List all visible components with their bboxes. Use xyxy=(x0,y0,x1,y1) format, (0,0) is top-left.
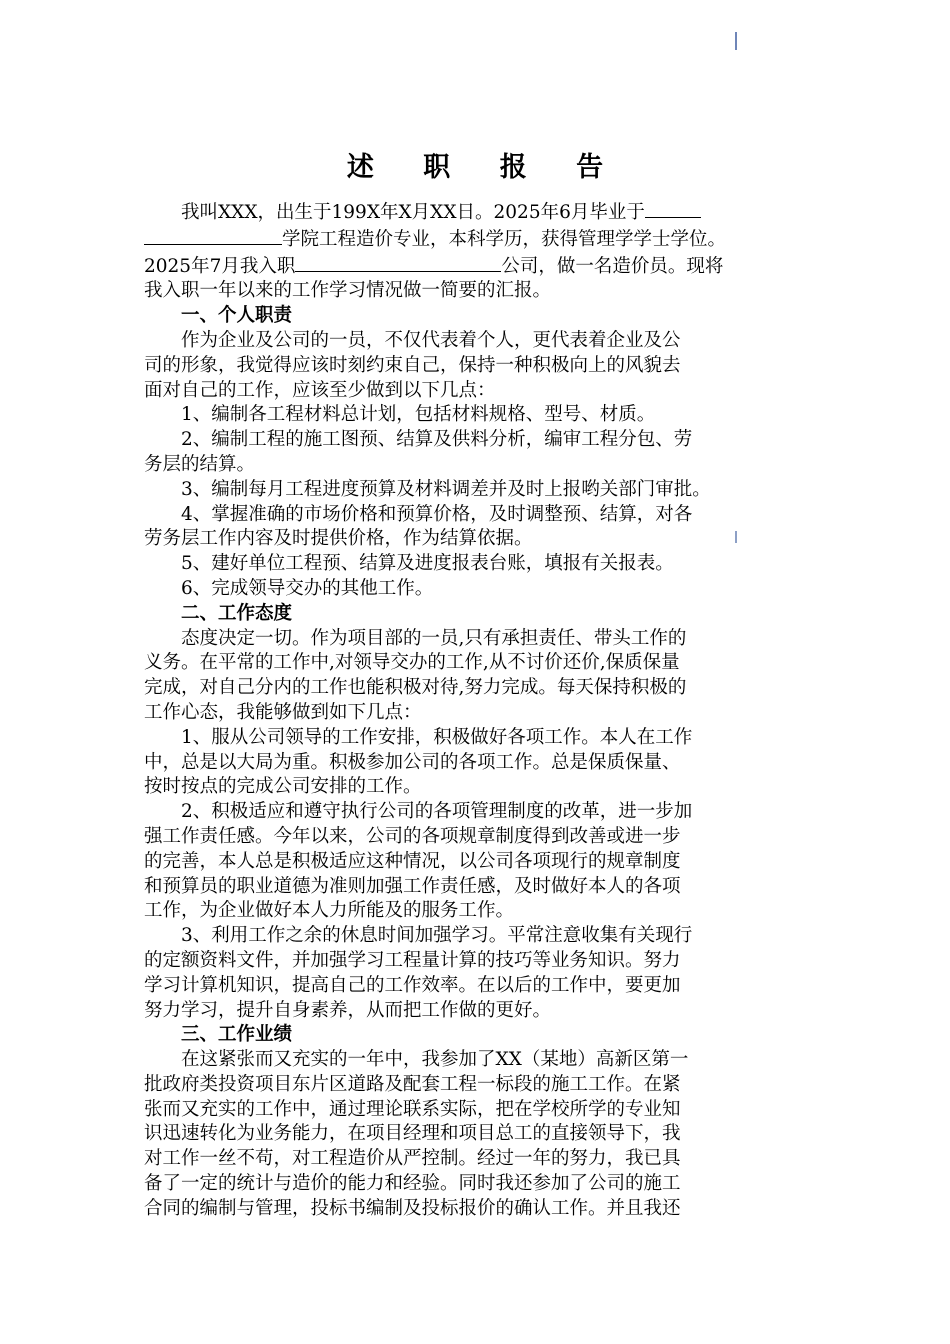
intro-paragraph xyxy=(144,199,816,226)
intro-text: 学院工程造价专业，本科学历，获得管理学学士学位。 xyxy=(282,228,727,250)
paragraph-line: 在这紧张而又充实的一年中，我参加了XX（某地）高新区第一 xyxy=(181,1049,689,1071)
document-body xyxy=(144,199,816,1222)
paragraph-line: 义务。在平常的工作中,对领导交办的工作,从不讨价还价,保质保量 xyxy=(144,652,680,674)
paragraph-line: 的定额资料文件，并加强学习工程量计算的技巧等业务知识。努力 xyxy=(144,949,681,971)
paragraph-line: 2、积极适应和遵守执行公司的各项管理制度的改革，进一步加 xyxy=(181,801,693,823)
paragraph-line: 批政府类投资项目东片区道路及配套工程一标段的施工工作。在紧 xyxy=(144,1073,681,1095)
intro-line xyxy=(144,226,816,253)
paragraph-line: 2、编制工程的施工图预、结算及供料分析，编审工程分包、劳 xyxy=(181,429,693,451)
intro-text: 我叫XXX，出生于199X年X月XX日。2025年6月毕业于 xyxy=(181,202,645,223)
paragraph-line: 和预算员的职业道德为准则加强工作责任感，及时做好本人的各项 xyxy=(144,875,681,897)
paragraph-line: 3、编制每月工程进度预算及材料调差并及时上报哟关部门审批。 xyxy=(181,478,711,500)
paragraph-line: 学习计算机知识，提高自己的工作效率。在以后的工作中，要更加 xyxy=(144,974,681,996)
paragraph-line: 识迅速转化为业务能力，在项目经理和项目总工的直接领导下，我 xyxy=(144,1123,681,1145)
blank-school-field-cont[interactable] xyxy=(144,226,282,245)
paragraph-line: 按时按点的完成公司安排的工作。 xyxy=(144,776,422,798)
paragraph-line: 6、完成领导交办的其他工作。 xyxy=(181,577,434,599)
paragraph-line: 1、编制各工程材料总计划，包括材料规格、型号、材质。 xyxy=(181,404,656,426)
paragraph-line: 对工作一丝不苟，对工程造价从严控制。经过一年的努力，我已具 xyxy=(144,1148,681,1170)
paragraph-line: 张而又充实的工作中，通过理论联系实际，把在学校所学的专业知 xyxy=(144,1098,681,1120)
paragraph-line: 面对自己的工作，应该至少做到以下几点： xyxy=(144,379,496,401)
paragraph-line: 中，总是以大局为重。积极参加公司的各项工作。总是保质保量、 xyxy=(144,751,681,773)
blank-school-field[interactable] xyxy=(645,199,701,218)
paragraph-line: 劳务层工作内容及时提供价格，作为结算依据。 xyxy=(144,528,533,550)
intro-text: 公司，做一名造价员。现将 xyxy=(501,255,724,277)
paragraph-line: 工作，为企业做好本人力所能及的服务工作。 xyxy=(144,900,515,922)
sections xyxy=(144,304,816,1221)
section-heading: 三、工作业绩 xyxy=(181,1024,293,1046)
paragraph-line: 工作心态，我能够做到如下几点： xyxy=(144,701,422,723)
paragraph-line: 5、建好单位工程预、结算及进度报表台账，填报有关报表。 xyxy=(181,553,674,575)
intro-text: 2025年7月我入职 xyxy=(144,255,296,277)
blank-company-field[interactable] xyxy=(295,253,501,272)
intro-text: 我入职一年以来的工作学习情况做一简要的汇报。 xyxy=(144,280,552,302)
paragraph-line: 1、服从公司领导的工作安排，积极做好各项工作。本人在工作 xyxy=(181,726,693,748)
section-heading: 一、个人职责 xyxy=(181,305,293,327)
section-heading: 二、工作态度 xyxy=(181,602,293,624)
paragraph-line: 态度决定一切。作为项目部的一员,只有承担责任、带头工作的 xyxy=(181,627,687,649)
paragraph-line: 3、利用工作之余的休息时间加强学习。平常注意收集有关现行 xyxy=(181,925,693,947)
paragraph-line: 强工作责任感。今年以来，公司的各项规章制度得到改善或进一步 xyxy=(144,825,681,847)
paragraph-line: 合同的编制与管理，投标书编制及投标报价的确认工作。并且我还 xyxy=(144,1197,681,1219)
intro-line xyxy=(144,279,816,304)
paragraph-line: 4、掌握准确的市场价格和预算价格，及时调整预、结算，对各 xyxy=(181,503,693,525)
paragraph-line: 备了一定的统计与造价的能力和经验。同时我还参加了公司的施工 xyxy=(144,1173,681,1195)
paragraph-line: 作为企业及公司的一员，不仅代表着个人，更代表着企业及公 xyxy=(181,329,681,351)
document-title: 述 职 报 告 xyxy=(346,152,624,184)
paragraph-line: 完成，对自己分内的工作也能积极对待,努力完成。每天保持积极的 xyxy=(144,677,687,699)
paragraph-line: 司的形象，我觉得应该时刻约束自己，保持一种积极向上的风貌去 xyxy=(144,354,681,376)
edge-mark xyxy=(735,32,737,50)
paragraph-line: 的完善，本人总是积极适应这种情况，以公司各项现行的规章制度 xyxy=(144,850,681,872)
paragraph-line: 努力学习，提升自身素养，从而把工作做的更好。 xyxy=(144,999,552,1021)
paragraph-line: 务层的结算。 xyxy=(144,453,256,475)
intro-line xyxy=(144,253,816,280)
